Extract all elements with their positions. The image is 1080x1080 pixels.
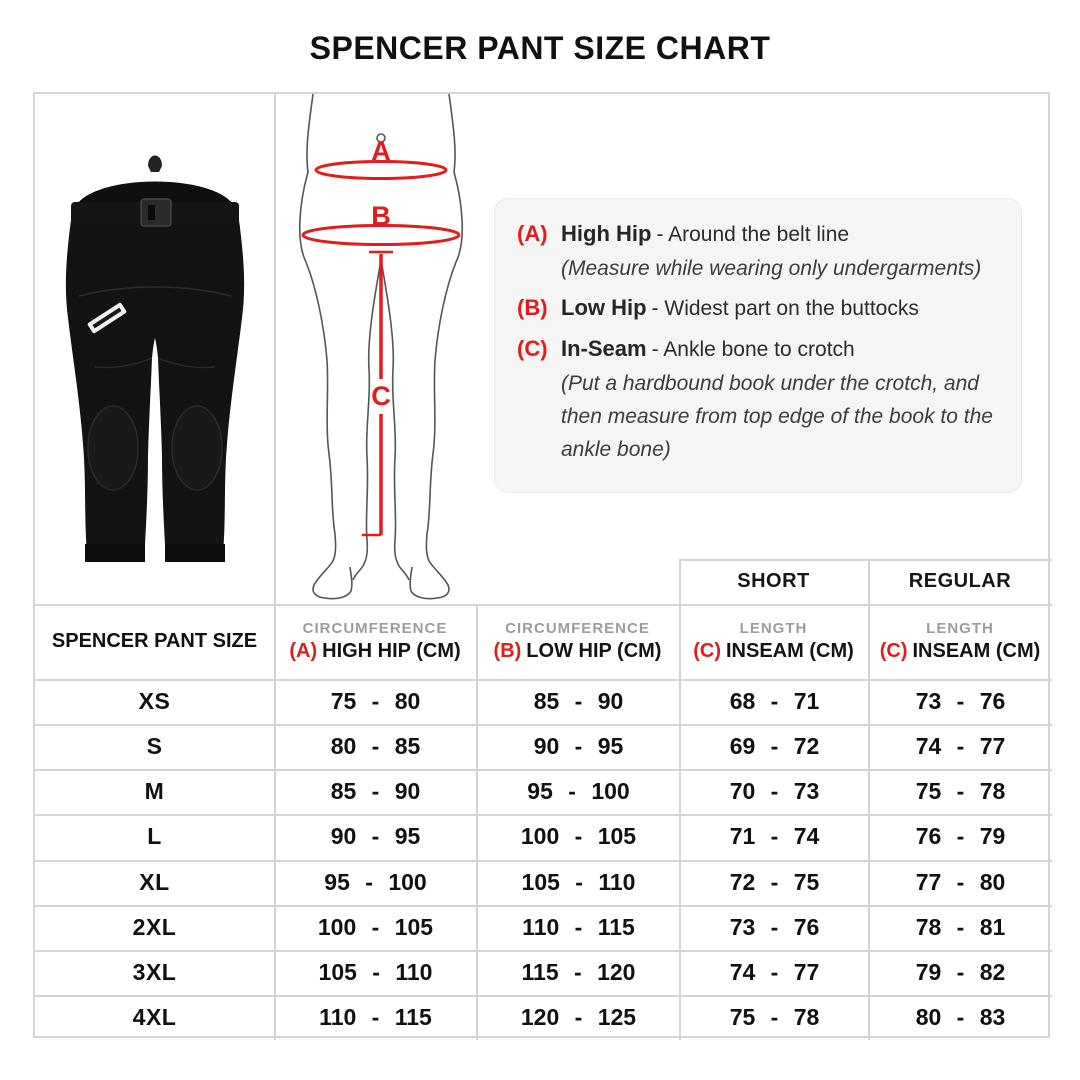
size-cell: XL	[139, 869, 170, 895]
cuff	[85, 544, 145, 562]
inseam-short-cell: 71 - 74	[729, 823, 820, 849]
inseam-regular-cell: 78 - 81	[915, 914, 1006, 940]
high-hip-cell: 110 - 115	[319, 1004, 432, 1030]
label-c: C	[371, 381, 391, 411]
high-hip-cell: 90 - 95	[330, 823, 421, 849]
legend-note: (Measure while wearing only undergarments)	[561, 257, 982, 280]
size-cell: 4XL	[132, 1004, 177, 1030]
table-row	[35, 724, 1052, 769]
legend-marker: (C)	[517, 336, 548, 361]
column-title: HIGH HIP (CM)	[322, 640, 461, 662]
size-cell: 2XL	[132, 914, 177, 940]
high-hip-cell: 75 - 80	[330, 688, 421, 714]
column-label	[494, 640, 662, 663]
chart-frame	[33, 92, 1050, 1038]
inseam-regular-cell: 79 - 82	[915, 959, 1006, 985]
size-cell: XS	[138, 688, 171, 714]
low-hip-cell: 100 - 105	[520, 823, 637, 849]
inseam-short-cell: 73 - 76	[729, 914, 820, 940]
legend-item-high-hip	[517, 217, 997, 285]
page-title: SPENCER PANT SIZE CHART	[309, 30, 771, 66]
product-photo-cell	[35, 94, 274, 604]
pants-photo	[55, 146, 255, 586]
low-hip-cell: 90 - 95	[533, 733, 624, 759]
size-cell: L	[147, 823, 162, 849]
group-header-short: SHORT	[737, 570, 810, 592]
column-title: LOW HIP (CM)	[526, 640, 662, 662]
measurement-diagram	[275, 94, 487, 604]
inseam-short-cell: 68 - 71	[729, 688, 820, 714]
column-marker: (A)	[289, 640, 318, 662]
legend-line	[561, 217, 997, 252]
size-cell: 3XL	[132, 959, 177, 985]
inseam-regular-cell: 74 - 77	[915, 733, 1006, 759]
legend-item-inseam	[517, 332, 997, 466]
inseam-short-cell: 75 - 78	[729, 1004, 820, 1030]
legend-desc: - Around the belt line	[656, 223, 850, 246]
column-category: CIRCUMFERENCE	[302, 620, 448, 637]
table-row	[35, 814, 1052, 859]
label-b: B	[371, 201, 391, 231]
legend-term: Low Hip	[561, 295, 647, 320]
knee-pad	[88, 406, 138, 490]
table-row	[35, 995, 1052, 1040]
high-hip-cell: 80 - 85	[330, 733, 421, 759]
inseam-short-cell: 74 - 77	[729, 959, 820, 985]
belt	[71, 199, 239, 226]
high-hip-cell: 95 - 100	[324, 869, 427, 895]
legend-term: High Hip	[561, 221, 652, 246]
column-label	[289, 640, 460, 663]
size-cell: S	[146, 733, 163, 759]
table-row	[35, 905, 1052, 950]
high-hip-cell: 100 - 105	[317, 914, 434, 940]
legend-term: In-Seam	[561, 336, 647, 361]
legend-desc: - Widest part on the buttocks	[651, 297, 919, 320]
inseam-regular-cell: 75 - 78	[915, 778, 1006, 804]
inseam-regular-cell: 76 - 79	[915, 823, 1006, 849]
column-header-low-hip	[476, 604, 679, 679]
column-title: INSEAM (CM)	[912, 640, 1041, 662]
column-category: CIRCUMFERENCE	[505, 620, 650, 637]
column-title: INSEAM (CM)	[726, 640, 854, 662]
legend-desc: - Ankle bone to crotch	[651, 338, 855, 361]
low-hip-cell: 95 - 100	[527, 778, 630, 804]
measurement-legend	[494, 198, 1022, 493]
group-header-regular: REGULAR	[908, 570, 1012, 592]
inseam-regular-cell: 77 - 80	[915, 869, 1006, 895]
column-label	[693, 640, 854, 663]
column-category: LENGTH	[926, 620, 994, 637]
inseam-short-cell: 72 - 75	[729, 869, 820, 895]
legend-body	[561, 332, 997, 466]
column-header-inseam-regular	[868, 604, 1052, 679]
legend-line	[561, 332, 997, 367]
column-marker: (C)	[879, 640, 908, 662]
corner-header: SPENCER PANT SIZE	[51, 630, 258, 652]
legend-item-low-hip	[517, 291, 997, 326]
column-marker: (B)	[493, 640, 522, 662]
low-hip-cell: 85 - 90	[533, 688, 624, 714]
column-label	[880, 640, 1041, 663]
inseam-regular-cell: 73 - 76	[915, 688, 1006, 714]
knee-pad	[172, 406, 222, 490]
legend-body	[561, 217, 997, 285]
legend-marker: (A)	[517, 221, 548, 246]
inseam-short-cell: 70 - 73	[729, 778, 820, 804]
high-hip-cell: 85 - 90	[330, 778, 421, 804]
table-row	[35, 950, 1052, 995]
low-hip-cell: 110 - 115	[522, 914, 635, 940]
cuff	[165, 544, 225, 562]
belt-buckle-icon	[141, 199, 171, 226]
low-hip-cell: 105 - 110	[521, 869, 636, 895]
column-header-high-hip	[274, 604, 476, 679]
label-a: A	[371, 136, 391, 166]
table-row	[35, 769, 1052, 814]
legend-body	[561, 291, 997, 326]
column-header-inseam-short	[679, 604, 868, 679]
table-row	[35, 860, 1052, 905]
low-hip-cell: 115 - 120	[521, 959, 636, 985]
inseam-regular-cell: 80 - 83	[915, 1004, 1006, 1030]
column-marker: (C)	[693, 640, 721, 662]
size-cell: M	[144, 778, 165, 804]
low-hip-cell: 120 - 125	[520, 1004, 637, 1030]
legend-line	[561, 291, 997, 326]
table-row	[35, 679, 1052, 724]
legend-marker: (B)	[517, 295, 548, 320]
high-hip-cell: 105 - 110	[318, 959, 433, 985]
legend-note: (Put a hardbound book under the crotch, and then measure from top edge of the book to the ankle bone)	[561, 372, 993, 461]
hang-loop-icon	[148, 156, 162, 173]
inseam-short-cell: 69 - 72	[729, 733, 820, 759]
pants-silhouette	[66, 182, 244, 563]
column-category: LENGTH	[739, 620, 808, 637]
